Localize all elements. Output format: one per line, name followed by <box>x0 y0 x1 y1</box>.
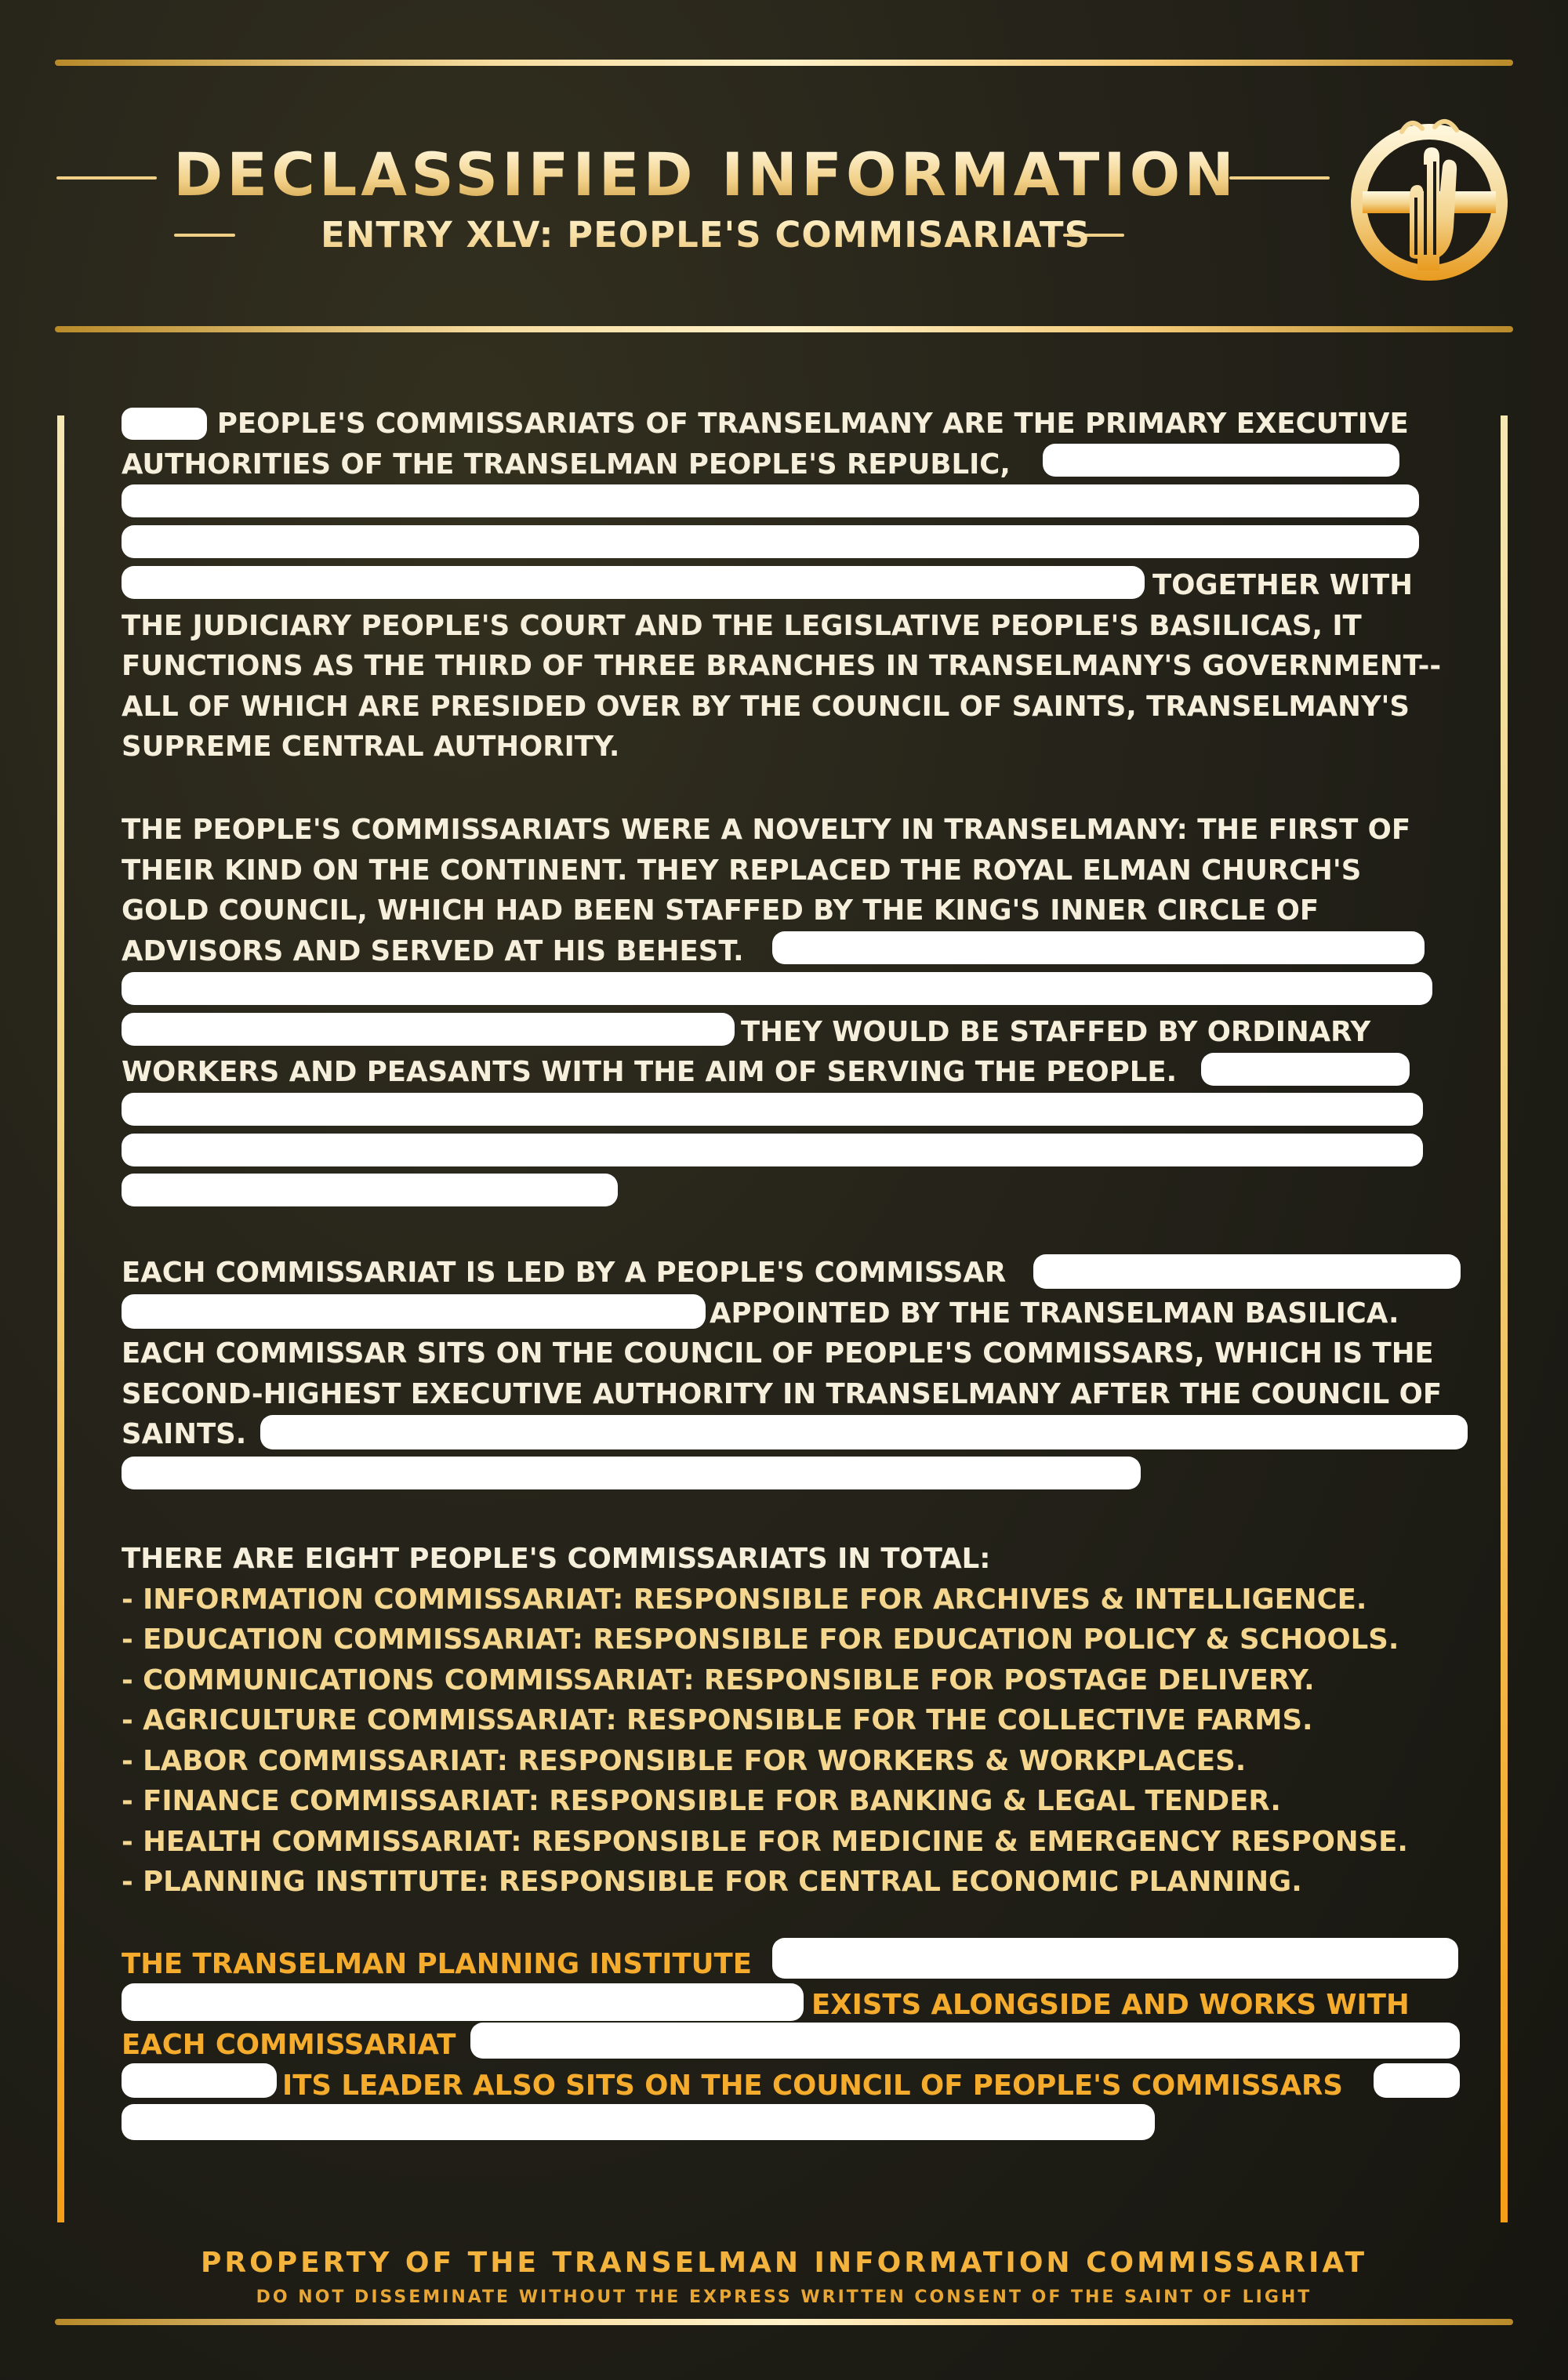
text-line-content: SUPREME CENTRAL AUTHORITY. <box>122 731 620 763</box>
text-line <box>122 1333 1470 1374</box>
list-item: - AGRICULTURE COMMISSARIAT: RESPONSIBLE FOR THE COLLECTIVE FARMS. <box>122 1704 1313 1736</box>
list-item: - PLANNING INSTITUTE: RESPONSIBLE FOR CENTRAL ECONOMIC PLANNING. <box>122 1866 1302 1898</box>
text-line-content: EACH COMMISSARIAT IS LED BY A PEOPLE'S COMMISSAR <box>122 1257 1007 1289</box>
text-line <box>122 2066 1470 2106</box>
list-item: - INFORMATION COMMISSARIAT: RESPONSIBLE FOR ARCHIVES & INTELLIGENCE. <box>122 1583 1367 1616</box>
text-line-content: EACH COMMISSARIAT <box>122 2029 456 2061</box>
text-line <box>122 810 1470 851</box>
text-line-content: SAINTS. <box>122 1418 247 1450</box>
footer-dissemination-warning: DO NOT DISSEMINATE WITHOUT THE EXPRESS WRITTEN CONSENT OF THE SAINT OF LIGHT <box>256 2287 1312 2307</box>
redaction-bar <box>122 1093 1423 1126</box>
redaction-bar <box>1201 1053 1410 1086</box>
text-line-content: GOLD COUNCIL, WHICH HAD BEEN STAFFED BY THE KING'S INNER CIRCLE OF <box>122 894 1319 927</box>
text-line-content: EXISTS ALONGSIDE AND WORKS WITH <box>811 1988 1410 2021</box>
redaction-bar <box>1043 444 1399 477</box>
text-line-content: PEOPLE'S COMMISSARIATS OF TRANSELMANY ARE THE PRIMARY EXECUTIVE <box>216 408 1409 440</box>
list-item: - COMMUNICATIONS COMMISSARIAT: RESPONSIBLE FOR POSTAGE DELIVERY. <box>122 1663 1315 1696</box>
text-line <box>122 851 1470 891</box>
redaction-bar <box>772 931 1425 964</box>
text-line-content: TOGETHER WITH <box>1152 569 1413 601</box>
bottom-rule <box>55 2319 1513 2325</box>
list-item: - LABOR COMMISSARIAT: RESPONSIBLE FOR WORKERS & WORKPLACES. <box>122 1744 1247 1777</box>
list-item: - HEALTH COMMISSARIAT: RESPONSIBLE FOR MEDICINE & EMERGENCY RESPONSE. <box>122 1825 1408 1858</box>
text-line-content: THEY WOULD BE STAFFED BY ORDINARY <box>741 1015 1371 1048</box>
redaction-bar <box>1033 1254 1461 1289</box>
text-line-content: SECOND-HIGHEST EXECUTIVE AUTHORITY IN TRANSELMANY AFTER THE COUNCIL OF <box>122 1377 1443 1410</box>
text-line-content: THEIR KIND ON THE CONTINENT. THEY REPLACED THE ROYAL ELMAN CHURCH'S <box>122 854 1362 887</box>
text-line-content: EACH COMMISSAR SITS ON THE COUNCIL OF PEOPLE'S COMMISSARS, WHICH IS THE <box>122 1337 1434 1370</box>
text-line-content: ALL OF WHICH ARE PRESIDED OVER BY THE COUNCIL OF SAINTS, TRANSELMANY'S <box>122 690 1410 723</box>
text-line <box>122 646 1470 687</box>
text-line-content: FUNCTIONS AS THE THIRD OF THREE BRANCHES IN TRANSELMANY'S GOVERNMENT-- <box>122 650 1442 682</box>
raised-hand-emblem-icon <box>1347 110 1512 290</box>
text-line-content: WORKERS AND PEASANTS WITH THE AIM OF SERVING THE PEOPLE. <box>122 1056 1178 1088</box>
redaction-bar <box>122 484 1419 517</box>
text-line-content: ITS LEADER ALSO SITS ON THE COUNCIL OF PEOPLE'S COMMISSARS <box>282 2069 1343 2102</box>
text-line <box>122 727 1470 767</box>
redaction-bar <box>772 1938 1458 1979</box>
redaction-bar <box>122 1174 618 1206</box>
redaction-bar <box>122 2063 277 2098</box>
page-subtitle: ENTRY XLV: PEOPLE'S COMMISARIATS <box>0 214 1411 256</box>
redaction-bar <box>1374 2063 1460 2098</box>
text-line-content: APPOINTED BY THE TRANSELMAN BASILICA. <box>710 1297 1399 1330</box>
redaction-bar <box>122 525 1419 558</box>
text-line <box>122 404 1470 444</box>
redaction-bar <box>260 1415 1468 1449</box>
right-border <box>1501 415 1508 2222</box>
redaction-bar <box>122 408 207 440</box>
list-item: - EDUCATION COMMISSARIAT: RESPONSIBLE FOR EDUCATION POLICY & SCHOOLS. <box>122 1624 1399 1656</box>
redaction-bar <box>122 1457 1141 1489</box>
text-line <box>122 606 1470 647</box>
list-intro: THERE ARE EIGHT PEOPLE'S COMMISSARIATS IN TOTAL: <box>122 1543 991 1575</box>
text-line <box>122 891 1470 931</box>
top-rule <box>55 60 1513 66</box>
text-line <box>122 687 1470 727</box>
redaction-bar <box>122 1013 735 1046</box>
redaction-bar <box>122 1134 1423 1166</box>
footer-property-notice: PROPERTY OF THE TRANSELMAN INFORMATION COMMISSARIAT <box>200 2247 1367 2279</box>
text-line <box>122 1374 1470 1415</box>
text-line-content: THE TRANSELMAN PLANNING INSTITUTE <box>122 1948 752 1980</box>
redaction-bar <box>122 972 1432 1005</box>
redaction-bar <box>470 2023 1460 2059</box>
redaction-bar <box>122 2104 1155 2140</box>
text-line-content: THE JUDICIARY PEOPLE'S COURT AND THE LEGISLATIVE PEOPLE'S BASILICAS, IT <box>122 609 1362 642</box>
redaction-bar <box>122 1294 706 1329</box>
redaction-bar <box>122 1983 804 2021</box>
left-border <box>57 415 64 2222</box>
text-line-content: THE PEOPLE'S COMMISSARIATS WERE A NOVELTY IN TRANSELMANY: THE FIRST OF <box>122 814 1411 846</box>
text-line-content: AUTHORITIES OF THE TRANSELMAN PEOPLE'S REPUBLIC, <box>122 448 1011 481</box>
redaction-bar <box>122 566 1145 599</box>
commissariat-list <box>122 1539 1470 1903</box>
page-title: DECLASSIFIED INFORMATION <box>0 140 1411 209</box>
header-bottom-rule <box>55 326 1513 332</box>
text-line-content: ADVISORS AND SERVED AT HIS BEHEST. <box>122 934 744 967</box>
list-item: - FINANCE COMMISSARIAT: RESPONSIBLE FOR BANKING & LEGAL TENDER. <box>122 1785 1281 1817</box>
